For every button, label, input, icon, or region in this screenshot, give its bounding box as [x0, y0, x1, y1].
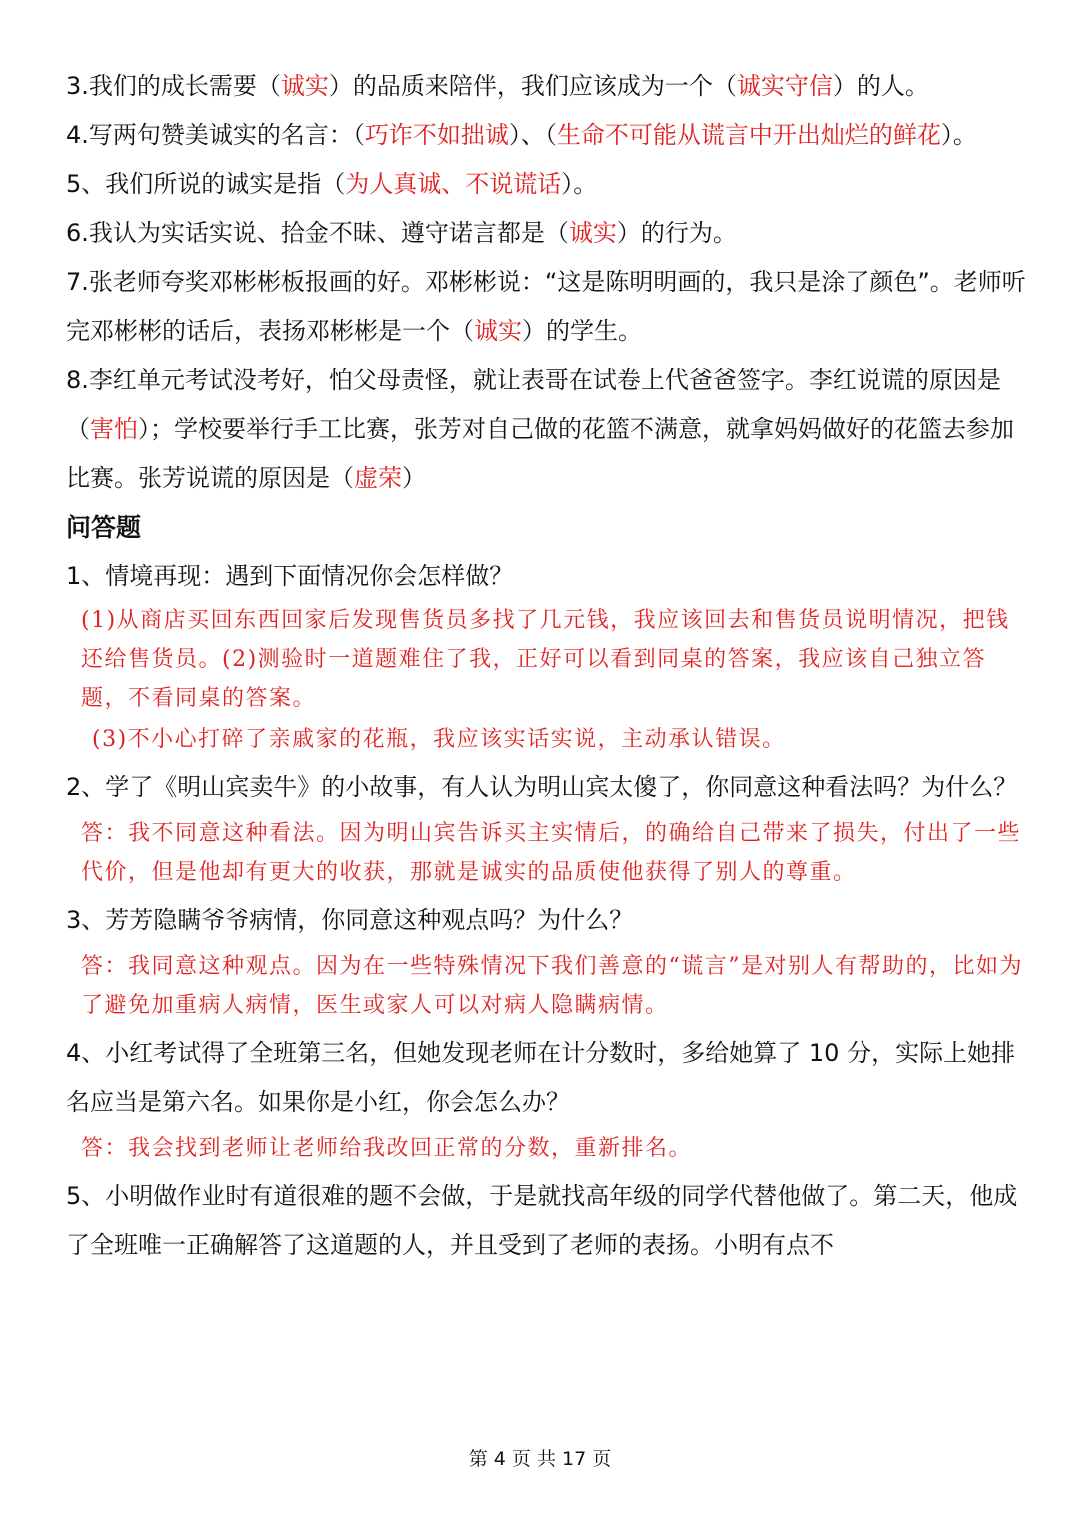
- answer-text: 诚实: [474, 317, 522, 345]
- fill-question-8: [66, 356, 1026, 503]
- qa-question-5: 5、小明做作业时有道很难的题不会做，于是就找高年级的同学代替他做了。第二天，他成了全班唯一正确解答了这道题的人，并且受到了老师的表扬。小明有点不: [66, 1182, 1018, 1259]
- qa-answer-3: 答：我同意这种观点。因为在一些特殊情况下我们善意的“谎言”是对别人有帮助的，比如为了避免加重病人病情，医生或家人可以对病人隐瞒病情。: [81, 954, 1023, 1018]
- section-title: 问答题: [66, 513, 142, 542]
- answer-text: 害怕: [90, 415, 138, 443]
- question-text: 3.我们的成长需要（: [66, 72, 281, 100]
- answer-text: 为人真诚、不说谎话: [345, 170, 562, 198]
- qa-question-4: 4、小红考试得了全班第三名，但她发现老师在计分数时，多给她算了 10 分，实际上她排名应当是第六名。如果你是小红，你会怎么办？: [66, 1039, 1016, 1116]
- answer-text: 巧诈不如拙诚: [364, 121, 509, 149]
- fill-question-5: [66, 160, 1026, 209]
- question-text: 8.李红单元考试没考好，怕父母责怪，就让表哥在试卷上代爸爸签字。李红说谎的原因是（: [66, 366, 1001, 443]
- fill-question-6: [66, 209, 1026, 258]
- fill-question-3: [66, 62, 1026, 111]
- qa-answer-4: 答：我会找到老师让老师给我改回正常的分数，重新排名。: [81, 1136, 693, 1161]
- question-text: ）。: [940, 121, 977, 149]
- fill-question-7: [66, 258, 1026, 356]
- qa-question-3: 3、芳芳隐瞒爷爷病情，你同意这种观点吗？为什么？: [66, 906, 634, 934]
- qa-answer-1-part-3: (3)不小心打碎了亲戚家的花瓶，我应该实话实说，主动承认错误。: [92, 727, 786, 752]
- answer-text: 生命不可能从谎言中开出灿烂的鲜花: [556, 121, 941, 149]
- question-text: ）的品质来陪伴，我们应该成为一个（: [328, 72, 737, 100]
- question-text: ）的人。: [832, 72, 929, 100]
- question-text: ）、（: [508, 121, 557, 149]
- fill-question-4: [66, 111, 1026, 160]
- question-text: ）；学校要举行手工比赛，张芳对自己做的花篮不满意，就拿妈妈做好的花篮去参加比赛。张芳说谎的原因是（: [66, 415, 1014, 492]
- question-text: ）的行为。: [616, 219, 737, 247]
- answer-text: 诚实: [568, 219, 617, 247]
- question-text: ）: [402, 464, 426, 492]
- document-page: [66, 62, 1026, 1270]
- answer-text: 诚实守信: [736, 72, 833, 100]
- qa-answer-1: (1)从商店买回东西回家后发现售货员多找了几元钱，我应该回去和售货员说明情况，把钱还给售货员。(2)测验时一道题难住了我，正好可以看到同桌的答案，我应该自己独立答题，不看同桌的答案。: [81, 608, 1010, 711]
- question-text: ）。: [561, 170, 598, 198]
- question-text: 7.张老师夸奖邓彬彬板报画的好。邓彬彬说：“这是陈明明画的，我只是涂了颜色”。老师听完邓彬彬的话后，表扬邓彬彬是一个（: [66, 268, 1026, 345]
- question-text: 6.我认为实话实说、拾金不昧、遵守诺言都是（: [66, 219, 569, 247]
- question-text: 4.写两句赞美诚实的名言：（: [66, 121, 365, 149]
- qa-question-1: 1、情境再现：遇到下面情况你会怎样做？: [66, 562, 514, 590]
- qa-answer-2: 答：我不同意这种看法。因为明山宾告诉买主实情后，的确给自己带来了损失，付出了一些代价，但是他却有更大的收获，那就是诚实的品质使他获得了别人的尊重。: [81, 821, 1022, 885]
- page-footer: 第 4 页 共 17 页: [468, 1448, 612, 1470]
- answer-text: 诚实: [280, 72, 329, 100]
- qa-question-2: 2、学了《明山宾卖牛》的小故事，有人认为明山宾太傻了，你同意这种看法吗？为什么？: [66, 773, 1018, 801]
- question-text: 5、我们所说的诚实是指（: [66, 170, 346, 198]
- answer-text: 虚荣: [354, 464, 402, 492]
- question-text: ）的学生。: [522, 317, 642, 345]
